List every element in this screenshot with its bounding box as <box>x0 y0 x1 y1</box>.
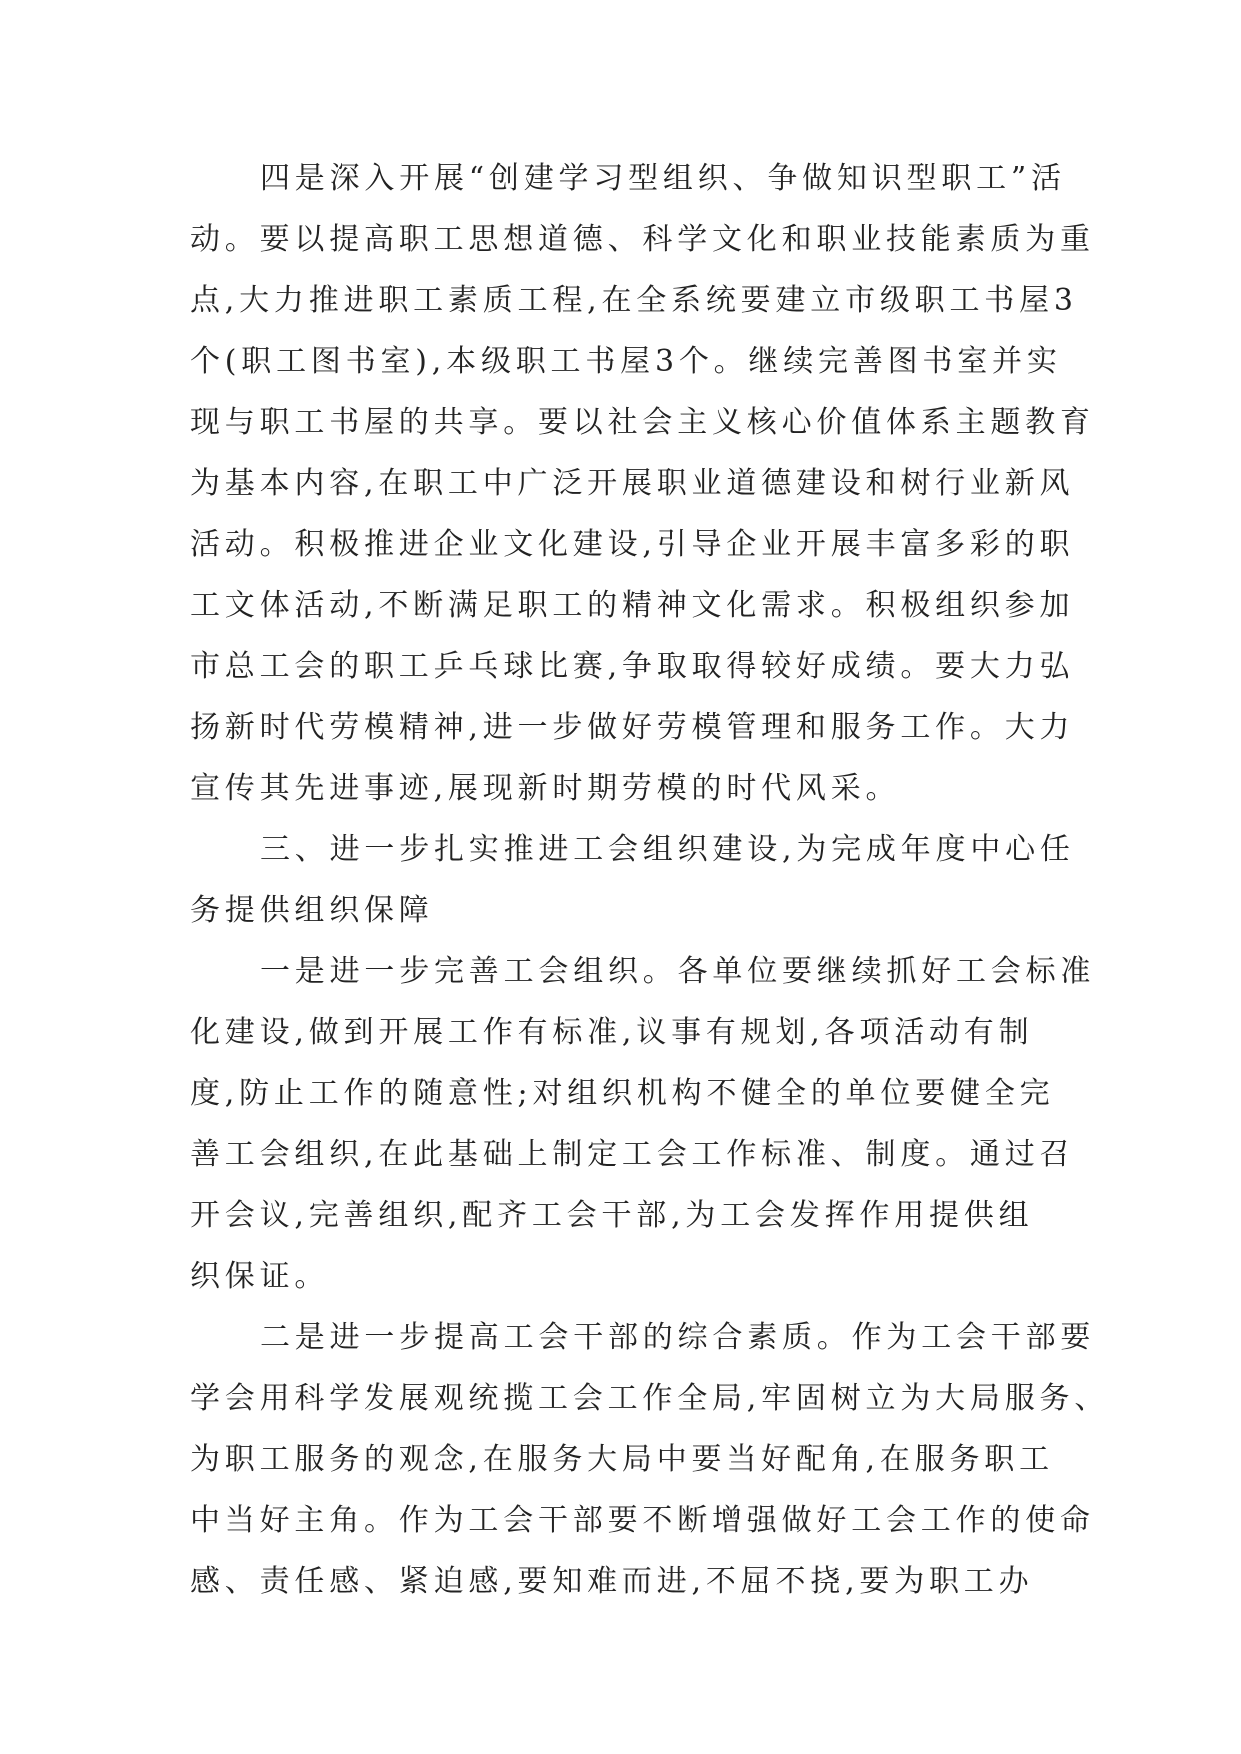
paragraph-4-line-2: 动。要以提高职工思想道德、科学文化和职业技能素质为重 <box>190 222 1095 257</box>
paragraph-4-line-5: 现与职工书屋的共享。要以社会主义核心价值体系主题教育 <box>190 405 1095 440</box>
paragraph-4-line-7: 活动。积极推进企业文化建设,引导企业开展丰富多彩的职 <box>190 527 1075 562</box>
section-heading-line-1: 三、进一步扎实推进工会组织建设,为完成年度中心任 <box>260 832 1075 867</box>
paragraph-1-line-4: 善工会组织,在此基础上制定工会工作标准、制度。通过召 <box>190 1137 1075 1172</box>
paragraph-2-line-4: 中当好主角。作为工会干部要不断增强做好工会工作的使命 <box>190 1503 1095 1538</box>
section-heading-line-2: 务提供组织保障 <box>190 893 434 928</box>
paragraph-2-line-1: 二是进一步提高工会干部的综合素质。作为工会干部要 <box>260 1320 1096 1355</box>
paragraph-4-line-1: 四是深入开展“创建学习型组织、争做知识型职工”活 <box>260 161 1066 196</box>
paragraph-1-line-5: 开会议,完善组织,配齐工会干部,为工会发挥作用提供组 <box>190 1198 1034 1233</box>
paragraph-4-line-10: 扬新时代劳模精神,进一步做好劳模管理和服务工作。大力 <box>190 710 1075 745</box>
paragraph-1-line-1: 一是进一步完善工会组织。各单位要继续抓好工会标准 <box>260 954 1096 989</box>
paragraph-4-line-6: 为基本内容,在职工中广泛开展职业道德建设和树行业新风 <box>190 466 1075 501</box>
paragraph-1-line-6: 织保证。 <box>190 1259 330 1294</box>
paragraph-4-line-11: 宣传其先进事迹,展现新时期劳模的时代风采。 <box>190 771 901 806</box>
paragraph-4-line-9: 市总工会的职工乒乓球比赛,争取取得较好成绩。要大力弘 <box>190 649 1075 684</box>
paragraph-4-line-8: 工文体活动,不断满足职工的精神文化需求。积极组织参加 <box>190 588 1075 623</box>
paragraph-4-line-3: 点,大力推进职工素质工程,在全系统要建立市级职工书屋3 <box>190 283 1078 318</box>
paragraph-1-line-3: 度,防止工作的随意性;对组织机构不健全的单位要健全完 <box>190 1076 1055 1111</box>
paragraph-1-line-2: 化建设,做到开展工作有标准,议事有规划,各项活动有制 <box>190 1015 1034 1050</box>
document-body <box>190 148 1110 1612</box>
paragraph-2-line-3: 为职工服务的观念,在服务大局中要当好配角,在服务职工 <box>190 1442 1054 1477</box>
paragraph-2-line-2: 学会用科学发展观统揽工会工作全局,牢固树立为大局服务、 <box>190 1381 1110 1416</box>
paragraph-2-line-5: 感、责任感、紧迫感,要知难而进,不屈不挠,要为职工办 <box>190 1564 1034 1599</box>
paragraph-4-line-4: 个(职工图书室),本级职工书屋3个。继续完善图书室并实 <box>190 344 1062 379</box>
